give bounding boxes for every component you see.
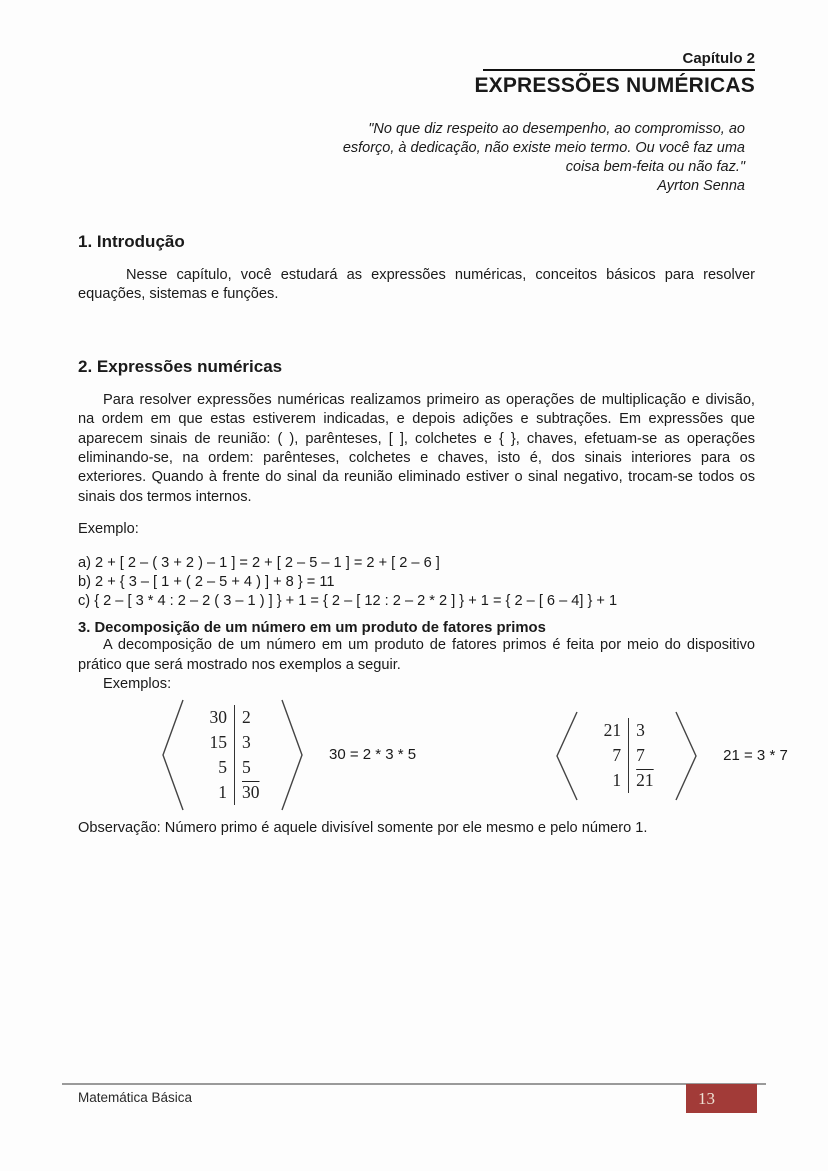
- product-cell: [235, 780, 276, 805]
- factor-row-item: [189, 705, 276, 730]
- factorization-result-21: 21 = 3 * 7: [723, 747, 788, 765]
- section-2-paragraph: Para resolver expressões numéricas realizamos primeiro as operações de multiplicação e divisão, na ordem em que estas estiverem indicadas, e depois adições e subtrações. Em expressões que aparecem sinais de reunião: ( ), parênteses, [ ], colchetes e { }, chaves, efetuam-se as operações eliminando-se, na ordem: parênteses, colchetes e chaves, isto é, dos sinais interiores para os exteriores. Quando à frente do sinal da reunião eliminado estiver o sinal negativo, trocam-se todos os sinais dos termos internos.: [78, 391, 755, 505]
- section-3-heading: 3. Decomposição de um número em um produto de fatores primos: [78, 620, 546, 637]
- section-1-heading: 1. Introdução: [78, 232, 185, 251]
- quote-line: "No que diz respeito ao desempenho, ao compromisso, ao: [368, 121, 745, 137]
- chapter-label: Capítulo 2: [682, 50, 755, 67]
- right-angle-bracket-icon: [279, 697, 305, 813]
- divisor-cell: 3: [636, 720, 645, 741]
- footer-book-title: Matemática Básica: [78, 1090, 193, 1105]
- factor-row-item: [583, 718, 670, 743]
- dividend-cell: 1: [189, 780, 235, 805]
- factorization-diagrams: [78, 697, 788, 819]
- quote-author: Ayrton Senna: [657, 178, 745, 194]
- dividend-cell: 21: [583, 718, 629, 743]
- divisor-cell: 3: [242, 731, 251, 752]
- factor-row-item: [583, 743, 670, 768]
- factorization-21: [554, 709, 788, 803]
- chapter-label-underline: [483, 50, 755, 71]
- right-angle-bracket-icon: [673, 709, 699, 803]
- factor-row-item: [583, 768, 670, 793]
- factorization-result-30: 30 = 2 * 3 * 5: [329, 746, 417, 764]
- quote-line: coisa bem-feita ou não faz.": [565, 159, 745, 175]
- factor-table-21: [583, 718, 670, 793]
- dividend-cell: 1: [583, 768, 629, 793]
- example-line-a: a) 2 + [ 2 – ( 3 + 2 ) – 1 ] = 2 + [ 2 – 5 – 1 ] = 2 + [ 2 – 6 ]: [78, 555, 440, 572]
- divisor-cell: 5: [242, 756, 251, 777]
- factor-table-30: [189, 705, 276, 805]
- factorization-30: [160, 697, 416, 813]
- quote-line: esforço, à dedicação, não existe meio termo. Ou você faz uma: [342, 140, 745, 156]
- divisor-cell: 2: [242, 706, 251, 727]
- divisor-cell: 7: [636, 745, 645, 766]
- dividend-cell: 7: [583, 743, 629, 768]
- factor-row-item: [189, 755, 276, 780]
- dividend-cell: 15: [189, 730, 235, 755]
- product-overlined: 30: [242, 781, 260, 802]
- observation-note: Observação: Número primo é aquele divisível somente por ele mesmo e pelo número 1.: [78, 819, 648, 836]
- factor-row-item: [189, 780, 276, 805]
- page-number-badge: 13: [686, 1084, 757, 1113]
- example-line-b: b) 2 + { 3 – [ 1 + ( 2 – 5 + 4 ) ] + 8 } = 11: [78, 573, 335, 590]
- section-3-paragraph: A decomposição de um número em um produto de fatores primos é feita por meio do dispositivo prático que será mostrado nos exemplos a seguir.: [78, 637, 755, 673]
- factor-row-item: [189, 730, 276, 755]
- product-overlined: 21: [636, 770, 654, 791]
- product-cell: [629, 768, 670, 793]
- dividend-cell: 5: [189, 755, 235, 780]
- example-label: Exemplo:: [78, 521, 139, 538]
- quote-block: [78, 120, 755, 196]
- dividend-cell: 30: [189, 705, 235, 730]
- section-2-heading: 2. Expressões numéricas: [78, 356, 283, 376]
- footer-divider: [62, 1083, 766, 1085]
- page-title: EXPRESSÕES NUMÉRICAS: [474, 74, 755, 97]
- left-angle-bracket-icon: [160, 697, 186, 813]
- left-angle-bracket-icon: [554, 709, 580, 803]
- example-list: [78, 554, 755, 610]
- examples-label: Exemplos:: [103, 676, 172, 693]
- example-line-c: c) { 2 – [ 3 * 4 : 2 – 2 ( 3 – 1 ) ] } + 1 = { 2 – [ 12 : 2 – 2 * 2 ] } + 1 = { 2 – [ 6 – 4] } + 1: [78, 592, 618, 609]
- section-1-paragraph: Nesse capítulo, você estudará as expressões numéricas, conceitos básicos para resolver equações, sistemas e funções.: [78, 267, 755, 303]
